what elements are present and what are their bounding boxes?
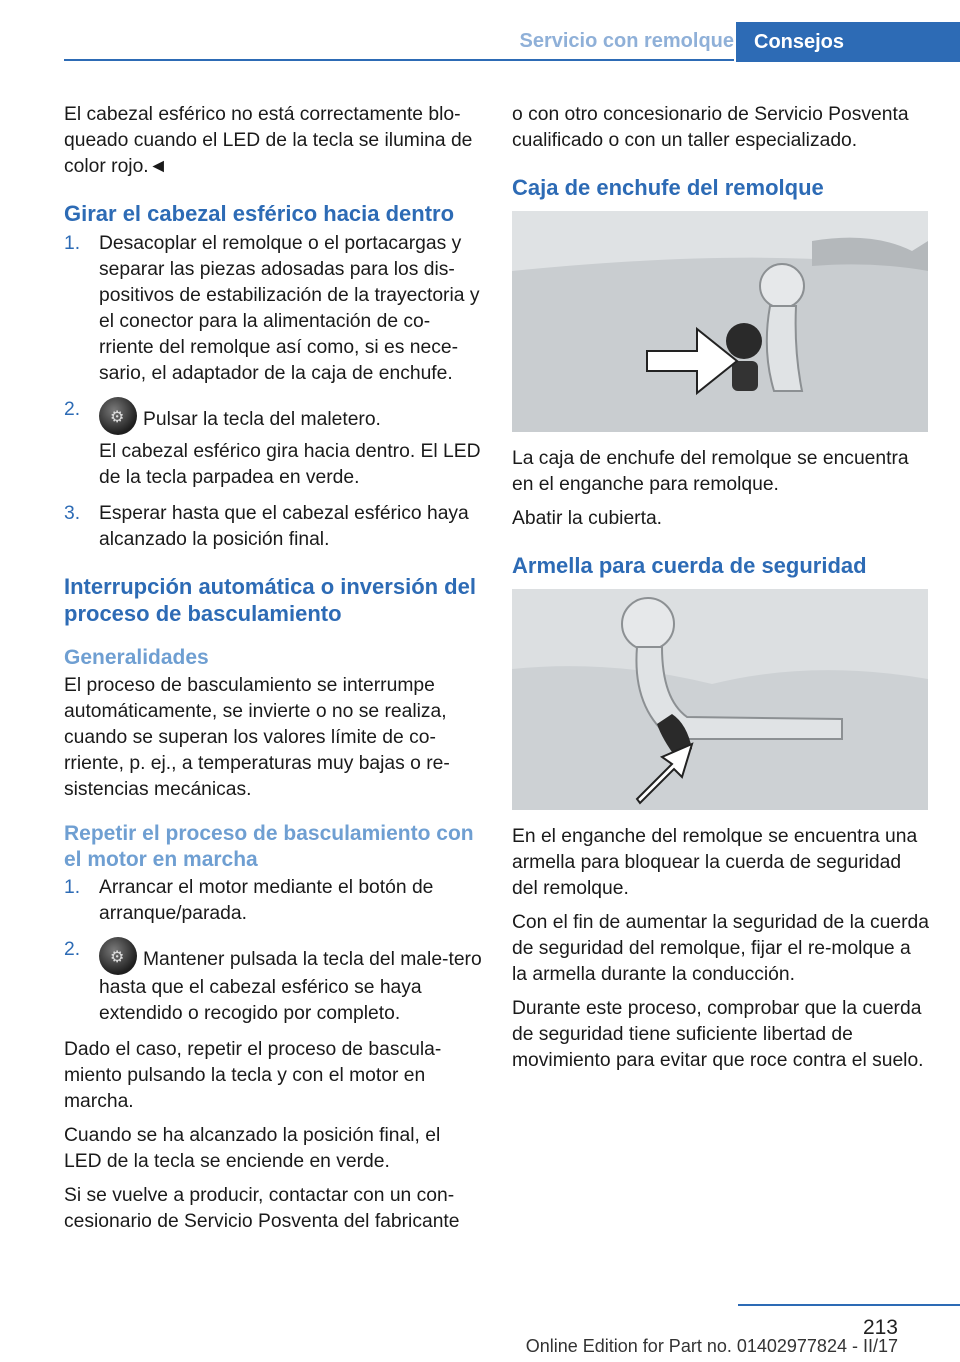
generalidades-paragraph: El proceso de basculamiento se interrumpe automáticamente, se invierte o no se realiza, cuando se superan los valores límite de co-rriente, p. ej., a temperaturas muy bajas o re-sistencias mecánicas. (64, 675, 450, 800)
eyelet-illustration (512, 589, 928, 810)
trunk-key-icon: ⚙ (99, 397, 137, 435)
header-rule (64, 59, 734, 61)
intro-paragraph: El cabezal esférico no está correctamente blo-queado cuando el LED de la tecla se ilumina de color rojo.◄ (64, 104, 473, 177)
heading-interrupcion: Interrupción automática o inversión del proceso de basculamiento (64, 574, 476, 626)
trunk-key-icon: ⚙ (99, 937, 137, 975)
heading-girar: Girar el cabezal esférico hacia dentro (64, 201, 455, 226)
eyelet-figure (512, 589, 928, 810)
page-number: 213 (862, 1316, 898, 1339)
list-item: 1. Desacoplar el remolque o el portacargas y separar las piezas adosadas para los dis-positivos de estabilización de la trayectoria y el conector para la alimentación de co-rriente del remolque así como, si es nece-sario, el adaptador de la caja de enchufe. (64, 233, 480, 384)
socket-illustration (512, 211, 928, 432)
heading-armella: Armella para cuerda de seguridad (512, 553, 867, 578)
girar-steps (64, 231, 482, 553)
paragraph: Si se vuelve a producir, contactar con un con-cesionario de Servicio Posventa del fabricante (64, 1185, 460, 1232)
header-chapter-tab: Consejos (736, 22, 960, 62)
heading-generalidades: Generalidades (64, 646, 209, 669)
right-column (512, 102, 930, 1082)
list-item: 3. Esperar hasta que el cabezal esférico haya alcanzado la posición final. (64, 503, 469, 550)
continued-paragraph: o con otro concesionario de Servicio Posventa cualificado o con un taller especializado. (512, 104, 909, 151)
paragraph: La caja de enchufe del remolque se encuentra en el enganche para remolque. (512, 448, 909, 495)
header-section-title: Servicio con remolque (519, 30, 734, 52)
heading-caja: Caja de enchufe del remolque (512, 175, 824, 200)
heading-repetir: Repetir el proceso de basculamiento con el motor en marcha (64, 822, 474, 871)
repetir-steps (64, 875, 482, 1027)
paragraph: En el enganche del remolque se encuentra una armella para bloquear la cuerda de seguridad del remolque. (512, 826, 918, 899)
footer-rule (738, 1304, 960, 1306)
left-column (64, 102, 482, 1243)
paragraph: Cuando se ha alcanzado la posición final, el LED de la tecla se enciende en verde. (64, 1125, 441, 1172)
paragraph: Dado el caso, repetir el proceso de bascula-miento pulsando la tecla y con el motor en marcha. (64, 1039, 442, 1112)
list-item: 2. ⚙ Pulsar la tecla del maletero. El cabezal esférico gira hacia dentro. El LED de la tecla parpadea en verde. (64, 399, 481, 488)
paragraph: Durante este proceso, comprobar que la cuerda de seguridad tiene suficiente libertad de movimiento para evitar que roce contra el suelo. (512, 998, 924, 1071)
paragraph: Abatir la cubierta. (512, 508, 663, 529)
list-item: 2. ⚙ Mantener pulsada la tecla del male-tero hasta que el cabezal esférico se haya extendido o recogido por completo. (64, 939, 482, 1024)
edition-note: Online Edition for Part no. 01402977824 - II/17 (525, 1336, 898, 1356)
paragraph: Con el fin de aumentar la seguridad de la cuerda de seguridad del remolque, fijar el re-molque a la armella durante la conducción. (512, 912, 929, 985)
socket-figure (512, 211, 928, 432)
list-item: 1. Arrancar el motor mediante el botón de arranque/parada. (64, 877, 434, 924)
